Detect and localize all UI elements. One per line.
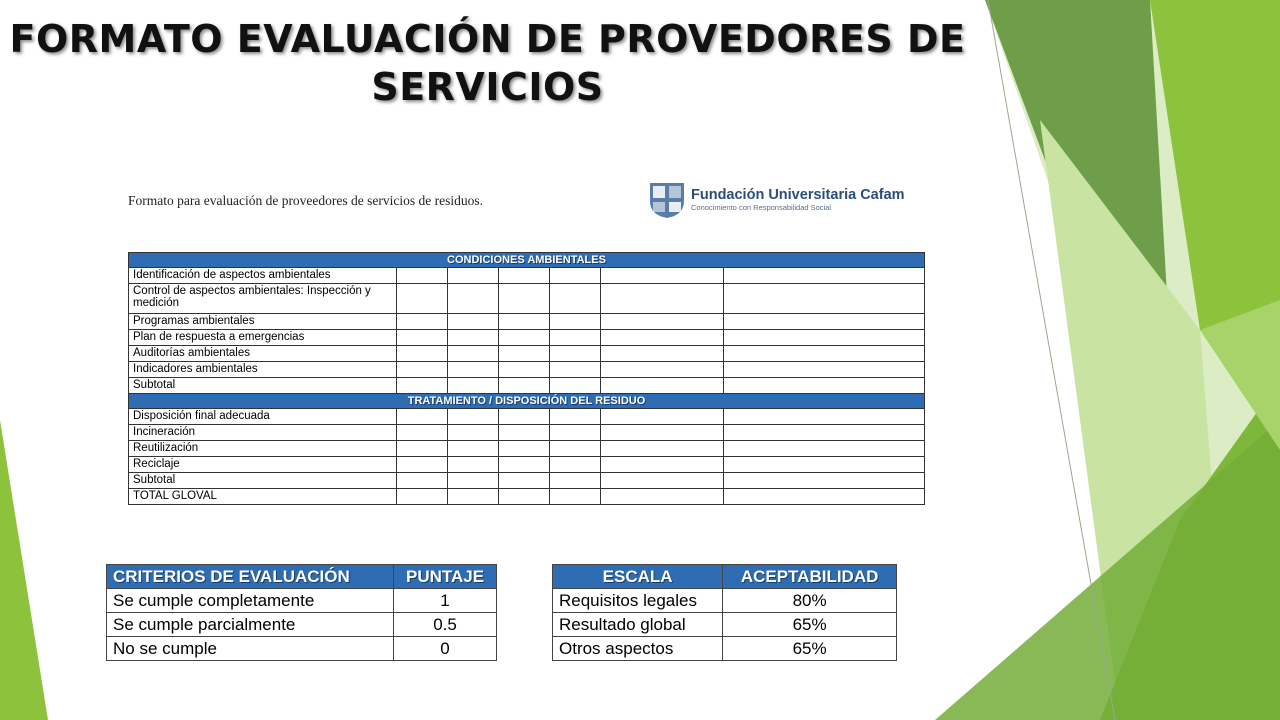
criteria-header: CRITERIOS DE EVALUACIÓN: [107, 565, 394, 589]
score-cell[interactable]: [499, 409, 550, 425]
score-cell[interactable]: [550, 489, 601, 505]
page-title-line1: FORMATO EVALUACIÓN DE PROVEDORES DE: [9, 17, 966, 61]
score-cell[interactable]: [397, 409, 448, 425]
score-cell[interactable]: [601, 409, 724, 425]
score-cell[interactable]: [724, 346, 925, 362]
scale-label: Otros aspectos: [553, 637, 723, 661]
table-row: [129, 473, 925, 489]
score-cell[interactable]: [499, 378, 550, 394]
score-cell[interactable]: [601, 284, 724, 314]
scale-value: 65%: [723, 637, 897, 661]
score-cell[interactable]: [724, 457, 925, 473]
criteria-score: 0.5: [394, 613, 497, 637]
score-cell[interactable]: [499, 284, 550, 314]
score-cell[interactable]: [601, 314, 724, 330]
table-row: [129, 425, 925, 441]
cafam-logo: [648, 181, 905, 219]
table-row: [129, 489, 925, 505]
shield-logo-icon: [648, 181, 686, 219]
score-cell[interactable]: [499, 425, 550, 441]
score-cell[interactable]: [397, 314, 448, 330]
row-label: Reutilización: [129, 441, 397, 457]
table-row: [129, 330, 925, 346]
scale-value: 65%: [723, 613, 897, 637]
score-cell[interactable]: [550, 346, 601, 362]
score-cell[interactable]: [397, 330, 448, 346]
score-cell[interactable]: [499, 362, 550, 378]
score-cell[interactable]: [550, 330, 601, 346]
scale-header: ESCALA: [553, 565, 723, 589]
score-cell[interactable]: [499, 489, 550, 505]
scale-label: Requisitos legales: [553, 589, 723, 613]
table-row: [129, 378, 925, 394]
table-row: [553, 613, 897, 637]
score-cell[interactable]: [601, 441, 724, 457]
score-header: PUNTAJE: [394, 565, 497, 589]
evaluation-main-table: [128, 252, 925, 505]
score-cell[interactable]: [499, 457, 550, 473]
score-cell[interactable]: [550, 457, 601, 473]
score-cell[interactable]: [550, 268, 601, 284]
score-cell[interactable]: [397, 441, 448, 457]
score-cell[interactable]: [601, 473, 724, 489]
score-cell[interactable]: [601, 457, 724, 473]
score-cell[interactable]: [724, 314, 925, 330]
row-label: Subtotal: [129, 378, 397, 394]
score-cell[interactable]: [397, 457, 448, 473]
acceptability-header: ACEPTABILIDAD: [723, 565, 897, 589]
row-label: Subtotal: [129, 473, 397, 489]
score-cell[interactable]: [550, 284, 601, 314]
score-cell[interactable]: [550, 425, 601, 441]
table-row: [129, 268, 925, 284]
score-cell[interactable]: [601, 346, 724, 362]
score-cell[interactable]: [448, 378, 499, 394]
score-cell[interactable]: [397, 489, 448, 505]
score-cell[interactable]: [397, 284, 448, 314]
score-cell[interactable]: [397, 378, 448, 394]
score-cell[interactable]: [448, 473, 499, 489]
row-label: Auditorías ambientales: [129, 346, 397, 362]
score-cell[interactable]: [448, 330, 499, 346]
score-cell[interactable]: [499, 441, 550, 457]
score-cell[interactable]: [397, 346, 448, 362]
criteria-label: Se cumple completamente: [107, 589, 394, 613]
score-cell[interactable]: [448, 362, 499, 378]
score-cell[interactable]: [448, 409, 499, 425]
score-cell[interactable]: [550, 362, 601, 378]
scale-value: 80%: [723, 589, 897, 613]
row-label: Identificación de aspectos ambientales: [129, 268, 397, 284]
score-cell[interactable]: [724, 441, 925, 457]
score-cell[interactable]: [724, 284, 925, 314]
score-cell[interactable]: [601, 425, 724, 441]
section-header-treatment: TRATAMIENTO / DISPOSICIÓN DEL RESIDUO: [129, 394, 925, 409]
row-label: Plan de respuesta a emergencias: [129, 330, 397, 346]
score-cell[interactable]: [499, 268, 550, 284]
score-cell[interactable]: [397, 473, 448, 489]
criteria-table: [106, 564, 497, 661]
score-cell[interactable]: [601, 378, 724, 394]
score-cell[interactable]: [550, 409, 601, 425]
row-label: Programas ambientales: [129, 314, 397, 330]
table-row: [129, 409, 925, 425]
form-subtitle: Formato para evaluación de proveedores de servicios de residuos.: [128, 193, 484, 208]
score-cell[interactable]: [448, 489, 499, 505]
score-cell[interactable]: [601, 268, 724, 284]
scale-table: [552, 564, 897, 661]
score-cell[interactable]: [448, 314, 499, 330]
score-cell[interactable]: [397, 425, 448, 441]
score-cell[interactable]: [601, 362, 724, 378]
table-row: [107, 613, 497, 637]
score-cell[interactable]: [601, 330, 724, 346]
score-cell[interactable]: [550, 473, 601, 489]
criteria-label: No se cumple: [107, 637, 394, 661]
score-cell[interactable]: [397, 268, 448, 284]
score-cell[interactable]: [724, 409, 925, 425]
score-cell[interactable]: [448, 425, 499, 441]
table-row: [553, 637, 897, 661]
score-cell[interactable]: [724, 330, 925, 346]
score-cell[interactable]: [550, 314, 601, 330]
score-cell[interactable]: [448, 457, 499, 473]
score-cell[interactable]: [724, 378, 925, 394]
section-header-row: [129, 394, 925, 409]
score-cell[interactable]: [448, 346, 499, 362]
row-label: TOTAL GLOVAL: [129, 489, 397, 505]
score-cell[interactable]: [724, 425, 925, 441]
score-cell[interactable]: [724, 362, 925, 378]
score-cell[interactable]: [724, 489, 925, 505]
score-cell[interactable]: [448, 268, 499, 284]
row-label: Incineración: [129, 425, 397, 441]
row-label: Disposición final adecuada: [129, 409, 397, 425]
logo-name: Fundación Universitaria Cafam: [691, 186, 905, 203]
score-cell[interactable]: [550, 378, 601, 394]
deco-facet-left: [0, 420, 48, 720]
criteria-score: 1: [394, 589, 497, 613]
row-label: Reciclaje: [129, 457, 397, 473]
table-row: [553, 589, 897, 613]
score-cell[interactable]: [724, 268, 925, 284]
score-cell[interactable]: [448, 284, 499, 314]
row-label: Control de aspectos ambientales: Inspección y medición: [129, 284, 397, 314]
score-cell[interactable]: [550, 441, 601, 457]
score-cell[interactable]: [499, 330, 550, 346]
score-cell[interactable]: [448, 441, 499, 457]
section-header-row: [129, 253, 925, 268]
table-row: [107, 589, 497, 613]
table-row: [129, 441, 925, 457]
logo-tagline: Conocimiento con Responsabilidad Social: [691, 202, 832, 212]
score-cell[interactable]: [397, 362, 448, 378]
table-row: [129, 284, 925, 314]
table-row: [129, 457, 925, 473]
scale-label: Resultado global: [553, 613, 723, 637]
score-cell[interactable]: [724, 473, 925, 489]
table-row: [129, 362, 925, 378]
criteria-label: Se cumple parcialmente: [107, 613, 394, 637]
table-row: [129, 314, 925, 330]
score-cell[interactable]: [499, 346, 550, 362]
section-header-environmental: CONDICIONES AMBIENTALES: [129, 253, 925, 268]
table-row: [129, 346, 925, 362]
page-title-line2: SERVICIOS: [371, 65, 604, 109]
score-cell[interactable]: [499, 473, 550, 489]
criteria-score: 0: [394, 637, 497, 661]
score-cell[interactable]: [601, 489, 724, 505]
row-label: Indicadores ambientales: [129, 362, 397, 378]
table-row: [107, 637, 497, 661]
score-cell[interactable]: [499, 314, 550, 330]
